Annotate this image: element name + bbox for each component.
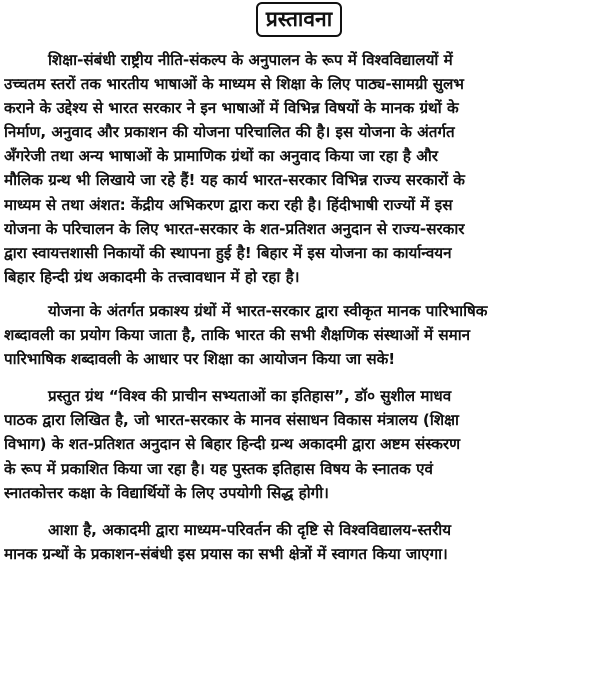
paragraph-3 [4, 384, 594, 504]
paragraph-1 [4, 48, 594, 289]
text-line: उच्चतम स्तरों तक भारतीय भाषाओं के माध्यम से शिक्षा के लिए पाठ्य-सामग्री सुलभ [4, 75, 464, 94]
paragraph-gap [4, 371, 594, 384]
text-line: कराने के उद्देश्य से भारत सरकार ने इन भाषाओं में विभिन्न विषयों के मानक ग्रंथों के [4, 99, 459, 118]
title-container [4, 0, 594, 42]
text-line: मानक ग्रन्थों के प्रकाशन-संबंधी इस प्रयास का सभी क्षेत्रों में स्वागत किया जाएगा। [4, 544, 448, 563]
paragraph-2 [4, 299, 594, 371]
text-line: अँगरेजी तथा अन्य भाषाओं के प्रामाणिक ग्रंथों का अनुवाद किया जा रहा है और [4, 147, 439, 166]
text-line: के रूप में प्रकाशित किया जा रहा है। यह पुस्तक इतिहास विषय के स्नातक एवं [4, 459, 433, 478]
paragraph-4 [4, 518, 594, 566]
text-line: योजना के अंतर्गत प्रकाश्य ग्रंथों में भारत-सरकार द्वारा स्वीकृत मानक पारिभाषिक [48, 301, 488, 320]
text-line: बिहार हिन्दी ग्रंथ अकादमी के तत्त्वावधान में हो रहा है। [4, 267, 300, 286]
text-line: पारिभाषिक शब्दावली के आधार पर शिक्षा का आयोजन किया जा सके! [4, 350, 396, 369]
text-line: प्रस्तुत ग्रंथ “विश्व की प्राचीन सभ्यताओं का इतिहास”, डॉ० सुशील माधव [48, 387, 452, 406]
page-title: प्रस्तावना [256, 2, 342, 37]
text-line: मौलिक ग्रन्थ भी लिखाये जा रहे हैं! यह कार्य भारत-सरकार विभिन्न राज्य सरकारों के [4, 171, 465, 190]
text-line: निर्माण, अनुवाद और प्रकाशन की योजना परिचालित की है। इस योजना के अंतर्गत [4, 123, 455, 142]
text-line: विभाग) के शत-प्रतिशत अनुदान से बिहार हिन्दी ग्रन्थ अकादमी द्वारा अष्टम संस्करण [4, 435, 461, 454]
paragraph-gap [4, 505, 594, 518]
text-line: योजना के परिचालन के लिए भारत-सरकार के शत-प्रतिशत अनुदान से राज्य-सरकार [4, 219, 465, 238]
text-line: शिक्षा-संबंधी राष्ट्रीय नीति-संकल्प के अनुपालन के रूप में विश्वविद्यालयों में [48, 51, 453, 69]
text-line: आशा है, अकादमी द्वारा माध्यम-परिवर्तन की दृष्टि से विश्वविद्यालय-स्तरीय [48, 520, 452, 539]
text-line: द्वारा स्वायत्तशासी निकायों की स्थापना हुई है! बिहार में इस योजना का कार्यान्वयन [4, 243, 452, 262]
text-line: शब्दावली का प्रयोग किया जाता है, ताकि भारत की सभी शैक्षणिक संस्थाओं में समान [4, 326, 471, 345]
text-line: माध्यम से तथा अंशत: केंद्रीय अभिकरण द्वारा करा रही है। हिंदीभाषी राज्यों में इस [4, 195, 453, 214]
paragraph-gap [4, 289, 594, 299]
text-line: स्नातकोत्तर कक्षा के विद्यार्थियों के लिए उपयोगी सिद्ध होगी। [4, 483, 329, 502]
text-line: पाठक द्वारा लिखित है, जो भारत-सरकार के मानव संसाधन विकास मंत्रालय (शिक्षा [4, 411, 459, 430]
